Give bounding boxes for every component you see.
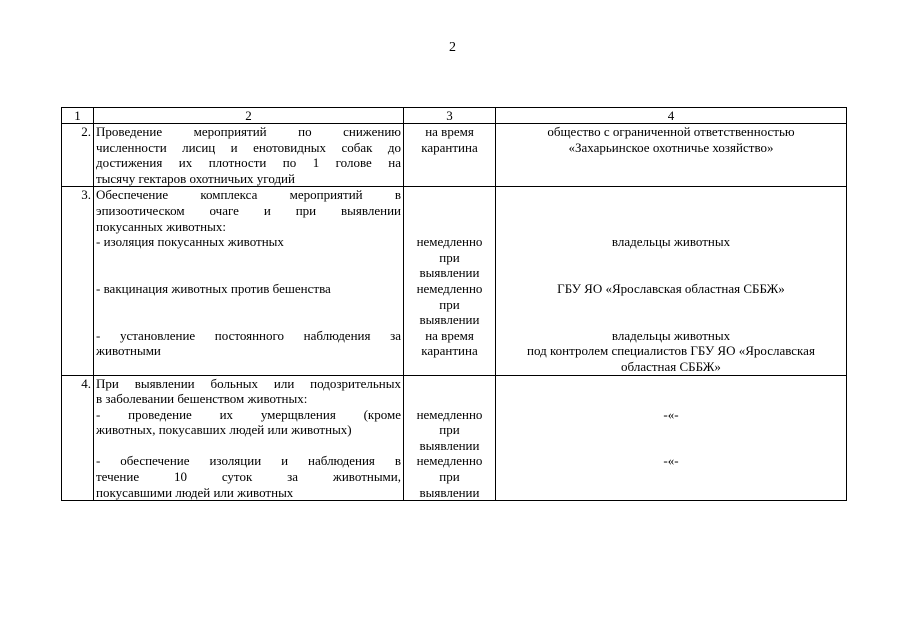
measure-item-line: животных, покусавших людей или животных) bbox=[96, 422, 352, 438]
measure-text-line: покусанных животных: bbox=[96, 218, 226, 234]
measure-item-line: - изоляция покусанных животных bbox=[96, 234, 284, 250]
header-col-2: 2 bbox=[94, 108, 404, 124]
measure-text-line: в заболевании бешенством животных: bbox=[96, 391, 308, 407]
responsible-line: общество с ограниченной ответственностью bbox=[547, 124, 795, 139]
table-row bbox=[62, 124, 847, 187]
measure-cell bbox=[94, 375, 404, 501]
measure-item-line: покусавшими людей или животных bbox=[96, 484, 294, 500]
term-line: при bbox=[439, 249, 460, 265]
spacer bbox=[498, 219, 844, 235]
page-number: 2 bbox=[449, 40, 456, 55]
measure-text-line: Проведение мероприятий по снижению bbox=[96, 124, 401, 139]
term-line: немедленно bbox=[416, 234, 483, 250]
term-line: немедленно bbox=[416, 280, 483, 296]
term-line: на время bbox=[425, 327, 474, 343]
spacer bbox=[406, 376, 493, 392]
measure-item-line: - обеспечение изоляции и наблюдения в bbox=[96, 453, 401, 469]
measures-table bbox=[61, 107, 847, 501]
responsible-line: областная СББЖ» bbox=[621, 358, 721, 374]
spacer bbox=[406, 203, 493, 219]
spacer bbox=[498, 265, 844, 281]
responsible-cell bbox=[496, 124, 847, 187]
spacer bbox=[96, 250, 401, 266]
responsible-line: -«- bbox=[663, 406, 679, 422]
measure-text-line: численности лисиц и енотовидных собак до bbox=[96, 139, 401, 155]
measure-text-line: эпизоотическом очаге и при выявлении bbox=[96, 202, 401, 218]
measure-text-line: достижения их плотности по 1 голове на bbox=[96, 155, 401, 171]
responsible-line: владельцы животных bbox=[611, 327, 731, 343]
responsible-line: «Захарьинское охотничье хозяйство» bbox=[568, 139, 774, 155]
measure-cell bbox=[94, 124, 404, 187]
spacer bbox=[498, 312, 844, 328]
responsible-line: ГБУ ЯО «Ярославская областная СББЖ» bbox=[557, 280, 785, 296]
term-cell bbox=[404, 124, 496, 187]
responsible-line: владельцы животных bbox=[611, 234, 731, 250]
measure-item-line: течение 10 суток за животными, bbox=[96, 469, 401, 485]
term-line: при bbox=[439, 469, 460, 485]
spacer bbox=[96, 297, 401, 313]
responsible-line: под контролем специалистов ГБУ ЯО «Ярославская bbox=[527, 343, 815, 359]
term-line: на время bbox=[425, 124, 474, 139]
table-row bbox=[62, 375, 847, 501]
spacer bbox=[498, 376, 844, 392]
measure-cell bbox=[94, 187, 404, 375]
term-line: карантина bbox=[421, 139, 478, 155]
measure-text-line: тысячу гектаров охотничьих угодий bbox=[96, 170, 295, 186]
header-col-1: 1 bbox=[62, 108, 94, 124]
term-line: немедленно bbox=[416, 406, 483, 422]
responsible-cell bbox=[496, 375, 847, 501]
measure-item-line: - вакцинация животных против бешенства bbox=[96, 280, 331, 296]
table-header-row bbox=[62, 108, 847, 124]
spacer bbox=[498, 187, 844, 203]
term-line: выявлении bbox=[419, 312, 480, 328]
measure-item-line: - проведение их умерщвления (кроме bbox=[96, 406, 401, 422]
term-line: выявлении bbox=[419, 265, 480, 281]
responsible-line: -«- bbox=[663, 453, 679, 469]
term-line: немедленно bbox=[416, 453, 483, 469]
spacer bbox=[498, 203, 844, 219]
term-cell bbox=[404, 375, 496, 501]
term-line: при bbox=[439, 296, 460, 312]
spacer bbox=[498, 297, 844, 313]
row-number: 3. bbox=[62, 187, 94, 375]
header-col-3: 3 bbox=[404, 108, 496, 124]
row-number: 4. bbox=[62, 375, 94, 501]
header-col-4: 4 bbox=[496, 108, 847, 124]
measure-item-line: - установление постоянного наблюдения за bbox=[96, 327, 401, 343]
term-line: карантина bbox=[421, 343, 478, 359]
spacer bbox=[406, 187, 493, 203]
term-cell bbox=[404, 187, 496, 375]
term-line: выявлении bbox=[419, 484, 480, 500]
spacer bbox=[498, 438, 844, 454]
spacer bbox=[96, 312, 401, 328]
spacer bbox=[406, 219, 493, 235]
measure-item-line: животными bbox=[96, 343, 161, 359]
spacer bbox=[96, 438, 401, 454]
table-row bbox=[62, 187, 847, 375]
term-line: при bbox=[439, 422, 460, 438]
term-line: выявлении bbox=[419, 437, 480, 453]
spacer bbox=[406, 391, 493, 407]
spacer bbox=[96, 265, 401, 281]
measure-text-line: При выявлении больных или подозрительных bbox=[96, 375, 401, 391]
spacer bbox=[498, 422, 844, 438]
spacer bbox=[498, 391, 844, 407]
spacer bbox=[498, 250, 844, 266]
measure-text-line: Обеспечение комплекса мероприятий в bbox=[96, 187, 401, 203]
responsible-cell bbox=[496, 187, 847, 375]
row-number: 2. bbox=[62, 124, 94, 187]
